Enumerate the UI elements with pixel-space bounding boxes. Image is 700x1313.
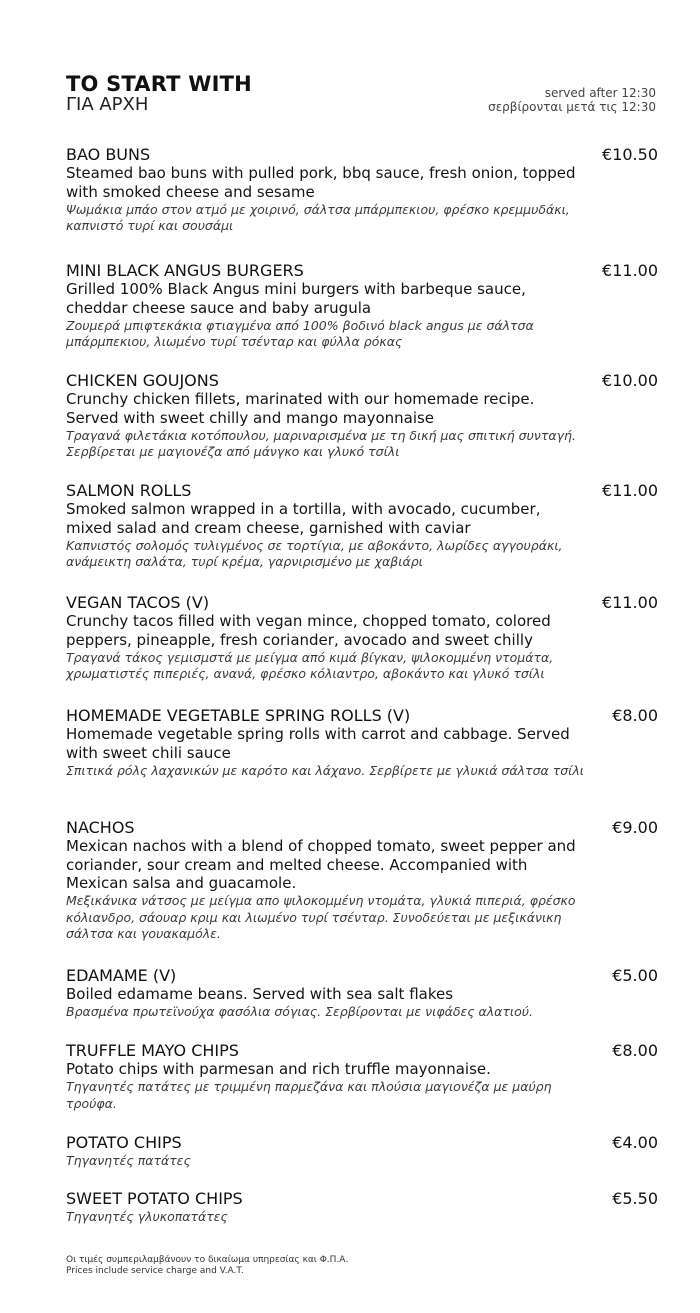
- item-name: BAO BUNS: [66, 145, 151, 164]
- item-description-greek: Τραγανά φιλετάκια κοτόπουλου, μαριναρισμένα με τη δική μας σπιτική συνταγή. Σερβίρεται με μαγιονέζα από μάνγκο και γλυκό τσίλι: [66, 427, 576, 459]
- item-price: €8.00: [612, 706, 658, 725]
- item-name: TRUFFLE MAYO CHIPS: [66, 1041, 239, 1060]
- item-price: €4.00: [612, 1133, 658, 1152]
- menu-items-list: [66, 146, 658, 1230]
- item-description: Homemade vegetable spring rolls with carrot and cabbage. Served with sweet chili sauce: [66, 725, 570, 762]
- item-description-greek: Μεξικάνικα νάτσος με μείγμα απο ψιλοκομμένη ντομάτα, γλυκιά πιπεριά, φρέσκο κόλιανδρο, σάουαρ κριμ και λιωμένο τυρί τσένταρ. Συνοδεύεται με μεξικάνικη σάλτσα και γουακαμόλε.: [66, 893, 576, 941]
- menu-item-truffle-mayo-chips: [66, 1042, 658, 1134]
- item-description-greek: Τραγανά τάκος γεμισμστά με μείγμα από κιμά βίγκαν, ψιλοκομμένη ντομάτα, χρωματιστές πιπεριές, ανανά, φρέσκο κόλιαντρο, αβοκάντο και γλυκό τσίλι: [66, 649, 554, 681]
- item-price: €8.00: [612, 1041, 658, 1060]
- item-description-greek: Τηγανητές γλυκοπατάτες: [66, 1208, 228, 1224]
- menu-header: [66, 72, 658, 122]
- item-description: Potato chips with parmesan and rich truffle mayonnaise.: [66, 1060, 491, 1078]
- item-description: Grilled 100% Black Angus mini burgers with barbeque sauce, cheddar cheese sauce and baby arugula: [66, 280, 526, 317]
- menu-item-nachos: [66, 819, 658, 967]
- item-price: €9.00: [612, 818, 658, 837]
- disclaimer-greek: Οι τιμές συμπεριλαμβάνουν το δικαίωμα υπηρεσίας και Φ.Π.Α.: [66, 1255, 349, 1265]
- section-title-greek: ΓΙΑ ΑΡΧΗ: [66, 94, 149, 115]
- menu-page: [66, 0, 658, 1313]
- item-description: Steamed bao buns with pulled pork, bbq sauce, fresh onion, topped with smoked cheese and sesame: [66, 164, 576, 201]
- section-title: TO START WITH: [66, 72, 252, 96]
- item-price: €11.00: [602, 481, 658, 500]
- item-description-greek: Καπνιστός σολομός τυλιγμένος σε τορτίγια, με αβοκάντο, λωρίδες αγγουράκι, ανάμεικτη σαλάτα, τυρί κρέμα, γαρνιρισμένο με χαβιάρι: [66, 537, 563, 569]
- disclaimer-english: Prices include service charge and V.A.T.: [66, 1266, 244, 1276]
- item-description: Boiled edamame beans. Served with sea salt flakes: [66, 985, 454, 1003]
- serving-time-note: served after 12:30: [544, 86, 656, 100]
- item-name: CHICKEN GOUJONS: [66, 371, 219, 390]
- item-description-greek: Ψωμάκια μπάο στον ατμό με χοιρινό, σάλτσα μπάρμπεκιου, φρέσκο κρεμμυδάκι, καπνιστό τυρί και σουσάμι: [66, 201, 570, 233]
- serving-time-note-greek: σερβίρονται μετά τις 12:30: [488, 100, 656, 114]
- item-name: SWEET POTATO CHIPS: [66, 1189, 243, 1208]
- item-price: €10.50: [602, 145, 658, 164]
- price-disclaimer: [66, 1255, 348, 1277]
- item-price: €5.00: [612, 966, 658, 985]
- item-name: EDAMAME (V): [66, 966, 177, 985]
- item-name: HOMEMADE VEGETABLE SPRING ROLLS (V): [66, 706, 411, 725]
- item-name: MINI BLACK ANGUS BURGERS: [66, 261, 304, 280]
- item-name: NACHOS: [66, 818, 135, 837]
- menu-item-sweet-potato-chips: [66, 1190, 658, 1230]
- menu-item-bao-buns: [66, 146, 658, 262]
- item-price: €11.00: [602, 261, 658, 280]
- item-price: €10.00: [602, 371, 658, 390]
- menu-item-vegetable-spring-rolls: [66, 707, 658, 819]
- item-description-greek: Ζουμερά μπιφτεκάκια φτιαγμένα από 100% βοδινό black angus με σάλτσα μπάρμπεκιου, λιωμένο τυρί τσένταρ και φύλλα ρόκας: [66, 317, 534, 349]
- menu-item-potato-chips: [66, 1134, 658, 1190]
- item-description: Smoked salmon wrapped in a tortilla, with avocado, cucumber, mixed salad and cream cheese, garnished with caviar: [66, 500, 541, 537]
- item-description-greek: Βρασμένα πρωτεϊνούχα φασόλια σόγιας. Σερβίρονται με νιφάδες αλατιού.: [66, 1004, 534, 1019]
- menu-item-vegan-tacos: [66, 594, 658, 707]
- item-description-greek: Σπιτικά ρόλς λαχανικών με καρότο και λάχανο. Σερβίρετε με γλυκιά σάλτσα τσίλι: [66, 762, 585, 778]
- item-description: Crunchy chicken fillets, marinated with our homemade recipe. Served with sweet chilly and mango mayonnaise: [66, 390, 535, 427]
- menu-item-edamame: [66, 967, 658, 1042]
- menu-item-salmon-rolls: [66, 482, 658, 594]
- item-price: €5.50: [612, 1189, 658, 1208]
- item-description-greek: Τηγανητές πατάτες: [66, 1152, 191, 1168]
- item-name: VEGAN TACOS (V): [66, 593, 210, 612]
- item-price: €11.00: [602, 593, 658, 612]
- item-description: Mexican nachos with a blend of chopped tomato, sweet pepper and coriander, sour cream and melted cheese. Accompanied with Mexican salsa and guacamole.: [66, 837, 576, 892]
- item-name: POTATO CHIPS: [66, 1133, 182, 1152]
- item-description-greek: Τηγανητές πατάτες με τριμμένη παρμεζάνα και πλούσια μαγιονέζα με μαύρη τρούφα.: [66, 1079, 552, 1111]
- item-name: SALMON ROLLS: [66, 481, 192, 500]
- item-description: Crunchy tacos filled with vegan mince, chopped tomato, colored peppers, pineapple, fresh coriander, avocado and sweet chilly: [66, 612, 551, 649]
- menu-item-chicken-goujons: [66, 372, 658, 482]
- menu-item-mini-black-angus-burgers: [66, 262, 658, 372]
